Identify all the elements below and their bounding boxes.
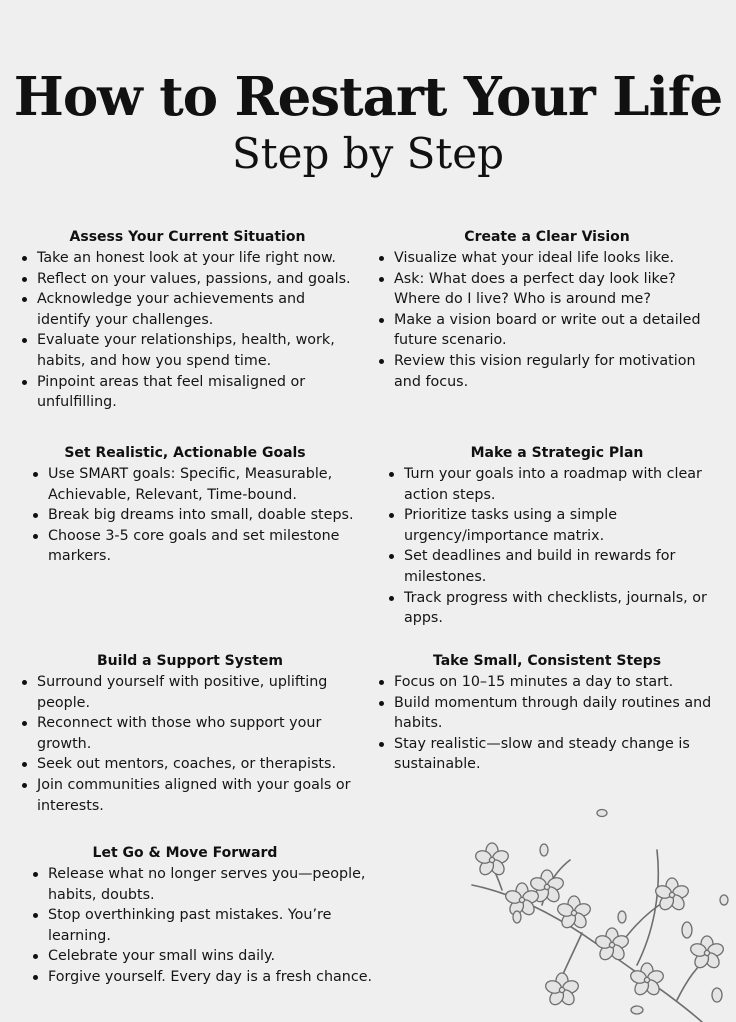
list-item: Forgive yourself. Every day is a fresh chance.: [31, 967, 381, 988]
bullet-list: [31, 864, 381, 988]
list-item: Use SMART goals: Specific, Measurable, Achievable, Relevant, Time-bound.: [31, 464, 371, 505]
section-clear-vision: [377, 227, 717, 392]
cherry-blossom-branch-icon: [462, 805, 736, 1022]
page-subtitle: Step by Step: [231, 129, 505, 178]
bullet-list: [20, 248, 360, 413]
list-item: Choose 3-5 core goals and set milestone markers.: [31, 526, 371, 567]
list-item: Celebrate your small wins daily.: [31, 946, 381, 967]
list-item: Make a vision board or write out a detailed future scenario.: [377, 310, 717, 351]
section-heading: Let Go & Move Forward: [92, 845, 278, 861]
section-consistent-steps: [377, 651, 725, 775]
list-item: Focus on 10–15 minutes a day to start.: [377, 672, 725, 693]
section-assess-situation: [20, 227, 360, 413]
page-title: How to Restart Your Life: [13, 66, 723, 128]
section-strategic-plan: [387, 443, 727, 629]
list-item: Review this vision regularly for motivation and focus.: [377, 351, 717, 392]
list-item: Prioritize tasks using a simple urgency/importance matrix.: [387, 505, 727, 546]
bullet-list: [387, 464, 727, 629]
list-item: Join communities aligned with your goals or interests.: [20, 775, 370, 816]
list-item: Stay realistic—slow and steady change is sustainable.: [377, 734, 725, 775]
section-heading: Create a Clear Vision: [464, 229, 630, 245]
section-heading: Set Realistic, Actionable Goals: [64, 445, 306, 461]
bullet-list: [31, 464, 371, 567]
list-item: Acknowledge your achievements and identify your challenges.: [20, 289, 360, 330]
list-item: Seek out mentors, coaches, or therapists.: [20, 754, 370, 775]
section-heading: Make a Strategic Plan: [470, 445, 644, 461]
bullet-list: [377, 672, 725, 775]
section-heading: Assess Your Current Situation: [69, 229, 306, 245]
section-let-go: [31, 843, 381, 988]
list-item: Visualize what your ideal life looks like.: [377, 248, 717, 269]
list-item: Set deadlines and build in rewards for milestones.: [387, 546, 727, 587]
section-heading: Build a Support System: [97, 653, 283, 669]
list-item: Release what no longer serves you—people, habits, doubts.: [31, 864, 381, 905]
section-support-system: [20, 651, 370, 816]
bullet-list: [20, 672, 370, 816]
list-item: Reconnect with those who support your growth.: [20, 713, 370, 754]
section-heading: Take Small, Consistent Steps: [432, 653, 662, 669]
bullet-list: [377, 248, 717, 392]
list-item: Track progress with checklists, journals, or apps.: [387, 588, 727, 629]
list-item: Ask: What does a perfect day look like? Where do I live? Who is around me?: [377, 269, 717, 310]
list-item: Break big dreams into small, doable steps.: [31, 505, 371, 526]
list-item: Build momentum through daily routines and habits.: [377, 693, 725, 734]
list-item: Stop overthinking past mistakes. You’re learning.: [31, 905, 381, 946]
list-item: Pinpoint areas that feel misaligned or unfulfilling.: [20, 372, 360, 413]
list-item: Surround yourself with positive, uplifting people.: [20, 672, 370, 713]
list-item: Evaluate your relationships, health, work, habits, and how you spend time.: [20, 330, 360, 371]
list-item: Take an honest look at your life right now.: [20, 248, 360, 269]
section-realistic-goals: [31, 443, 371, 567]
list-item: Reflect on your values, passions, and goals.: [20, 269, 360, 290]
list-item: Turn your goals into a roadmap with clear action steps.: [387, 464, 727, 505]
